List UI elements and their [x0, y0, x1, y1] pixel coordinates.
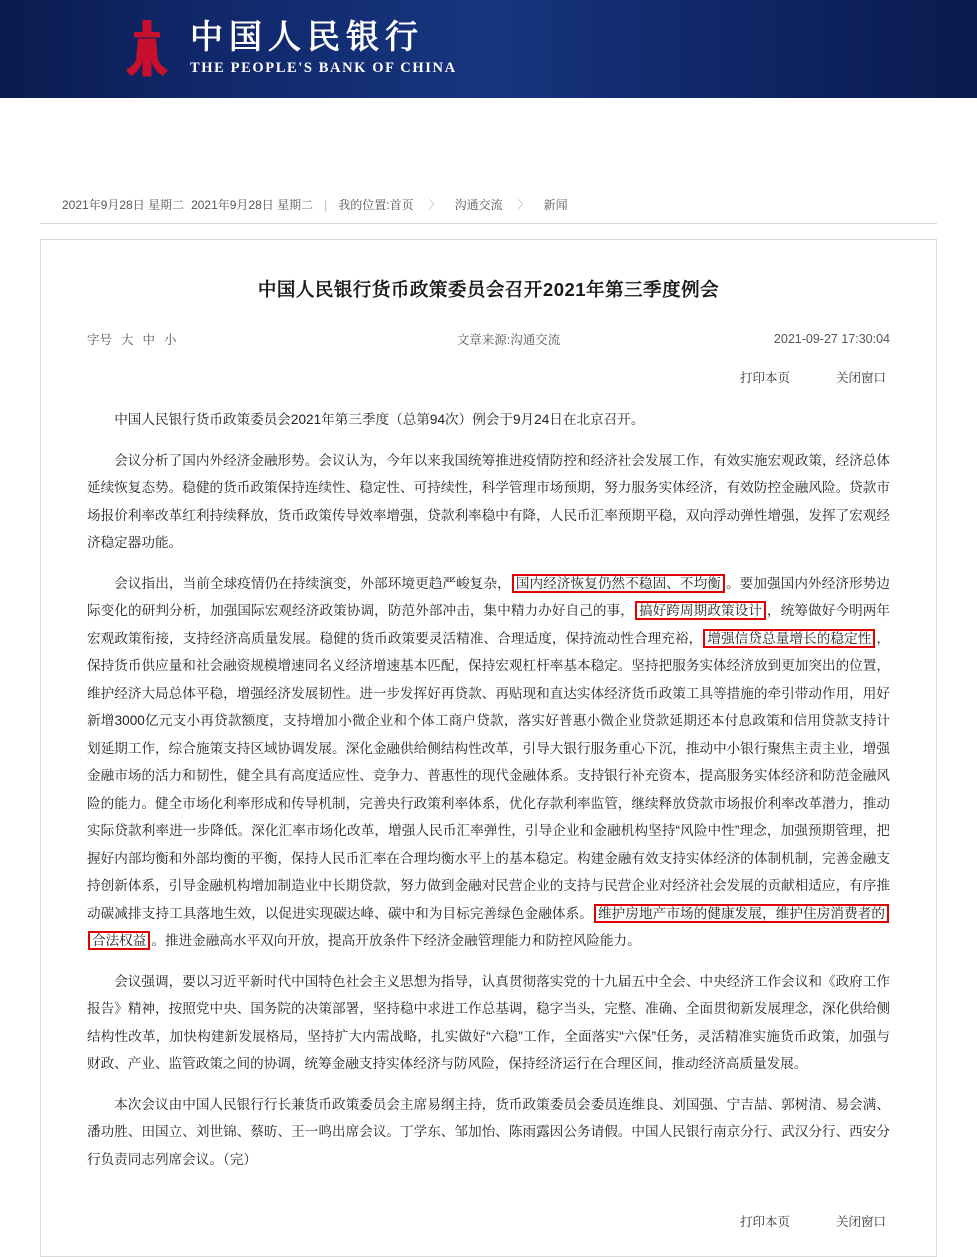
highlighted-phrase: 增强信贷总量增长的稳定性 — [703, 629, 875, 648]
breadcrumb-divider: | — [324, 198, 328, 212]
breadcrumb-arrow-2: 〉 — [517, 199, 529, 211]
close-window-button-bottom[interactable]: 关闭窗口 — [835, 1215, 886, 1229]
breadcrumb-current: 新闻 — [543, 198, 568, 212]
article-body — [87, 390, 890, 1173]
article-toolbar-bottom — [87, 1186, 890, 1230]
font-size-controls — [87, 330, 357, 348]
page-title: 中国人民银行货币政策委员会召开2021年第三季度例会 — [257, 279, 720, 300]
font-size-small-button[interactable]: 小 — [164, 333, 177, 347]
article-toolbar-top — [87, 352, 890, 390]
article-meta-row — [87, 324, 890, 352]
highlighted-phrase: 国内经济恢复仍然不稳固、不均衡 — [512, 574, 725, 593]
site-logo-text — [190, 20, 457, 78]
logo-chinese-name: 中国人民银行 — [190, 19, 424, 56]
article-paragraph: 会议强调，要以习近平新时代中国特色社会主义思想为指导，认真贯彻落实党的十九届五中全会、中央经济工作会议和《政府工作报告》精神，按照党中央、国务院的决策部署，坚持稳中求进工作总基调，稳字当头，完整、准确、全面贯彻新发展理念，深化供给侧结构性改革，加快构建新发展格局，坚持扩大内需战略，扎实做好“六稳”工作，全面落实“六保”任务，灵活精准实施货币政策，加强与财政、产业、监管政策之间的协调，统筹金融支持实体经济与防风险，保持经济运行在合理区间，推动经济高质量发展。 — [87, 973, 890, 1071]
article-paragraph: 会议分析了国内外经济金融形势。会议认为，今年以来我国统筹推进疫情防控和经济社会发展工作，有效实施宏观政策，经济总体延续恢复态势。稳健的货币政策保持连续性、稳定性、可持续性，科学管理市场预期，努力服务实体经济，有效防控金融风险。贷款市场报价利率改革红利持续释放，货币政策传导效率增强，贷款利率稳中有降，人民币汇率预期平稳，双向浮动弹性增强，发挥了宏观经济稳定器功能。 — [87, 452, 890, 550]
close-window-button[interactable]: 关闭窗口 — [835, 371, 886, 385]
article-paragraph: 会议指出，当前全球疫情仍在持续演变，外部环境更趋严峻复杂， 国内经济恢复仍然不稳固、不均衡 。要加强国内外经济形势边际变化的研判分析，加强国际宏观经济政策协调，防范外部冲击，集中精力办好自己的事， 搞好跨周期政策设计 ，统筹做好今明两年宏观政策衔接，支持经济高质量发展。稳健的货币政策要灵活精准、合理适度，保持流动性合理充裕， 增强信贷总量增长的稳定性 ，保持货币供应量和社会融资规模增速同名义经济增速基本匹配，保持宏观杠杆率基本稳定。坚持把服务实体经济放到更加突出的位置，维护经济大局总体平稳，增强经济发展韧性。进一步发挥好再贷款、再贴现和直达实体经济货币政策工具等措施的牵引带动作用，用好新增3000亿元支小再贷款额度，支持增加小微企业和个体工商户贷款，落实好普惠小微企业贷款延期还本付息政策和信用贷款支持计划延期工作，综合施策支持区域协调发展。深化金融供给侧结构性改革，引导大银行服务重心下沉，推动中小银行聚焦主责主业，增强金融市场的活力和韧性，健全具有高度适应性、竞争力、普惠性的现代金融体系。支持银行补充资本，提高服务实体经济和防范金融风险的能力。健全市场化利率形成和传导机制，完善央行政策利率体系，优化存款利率监管，继续释放贷款市场报价利率改革潜力，推动实际贷款利率进一步降低。深化汇率市场化改革，增强人民币汇率弹性，引导企业和金融机构坚持“风险中性”理念，加强预期管理，把握好内部均衡和外部均衡的平衡，保持人民币汇率在合理均衡水平上的基本稳定。构建金融有效支持实体经济的体制机制，完善金融支持创新体系，引导金融机构增加制造业中长期贷款，努力做到金融对民营企业的支持与民营企业对经济社会发展的贡献相适应，有序推动碳减排支持工具落地生效，以促进实现碳达峰、碳中和为目标完善绿色金融体系。 维护房地产市场的健康发展，维护住房消费者的合法权益 。推进金融高水平双向开放，提高开放条件下经济金融管理能力和防控风险能力。 — [87, 575, 891, 948]
breadcrumb — [40, 196, 937, 224]
breadcrumb-date-2: 2021年9月28日 星期二 — [191, 198, 314, 212]
breadcrumb-arrow-1: 〉 — [428, 199, 440, 211]
article-source: 文章来源:沟通交流 — [456, 333, 561, 347]
print-page-button-bottom[interactable]: 打印本页 — [739, 1215, 790, 1229]
font-size-large-button[interactable]: 大 — [121, 333, 134, 347]
article-paragraph: 本次会议由中国人民银行行长兼货币政策委员会主席易纲主持，货币政策委员会委员连维良、刘国强、宁吉喆、郭树清、易会满、潘功胜、田国立、刘世锦、蔡昉、王一鸣出席会议。丁学东、邹加怡、陈雨露因公务请假。中国人民银行南京分行、武汉分行、西安分行负责同志列席会议。（完） — [87, 1096, 890, 1167]
font-size-medium-button[interactable]: 中 — [142, 333, 156, 347]
print-page-button[interactable]: 打印本页 — [739, 371, 790, 385]
breadcrumb-link-section[interactable]: 沟通交流 — [454, 198, 503, 212]
breadcrumb-date-1: 2021年9月28日 星期二 — [62, 198, 185, 212]
highlighted-phrase: 搞好跨周期政策设计 — [635, 601, 766, 620]
pboc-emblem-icon — [118, 18, 176, 80]
article-paragraph: 中国人民银行货币政策委员会2021年第三季度（总第94次）例会于9月24日在北京召开。 — [114, 412, 645, 427]
highlighted-phrase: 维护房地产市场的健康发展，维护住房消费者的合法权益 — [88, 904, 889, 951]
logo-english-name: THE PEOPLE'S BANK OF CHINA — [190, 59, 457, 76]
site-header-banner — [0, 0, 977, 98]
breadcrumb-wrapper — [40, 196, 937, 224]
font-size-label: 字号 — [87, 333, 113, 347]
article-container — [40, 239, 937, 1257]
breadcrumb-location-label: 我的位置:首页 — [338, 198, 414, 212]
article-publish-date: 2021-09-27 17:30:04 — [773, 332, 890, 346]
